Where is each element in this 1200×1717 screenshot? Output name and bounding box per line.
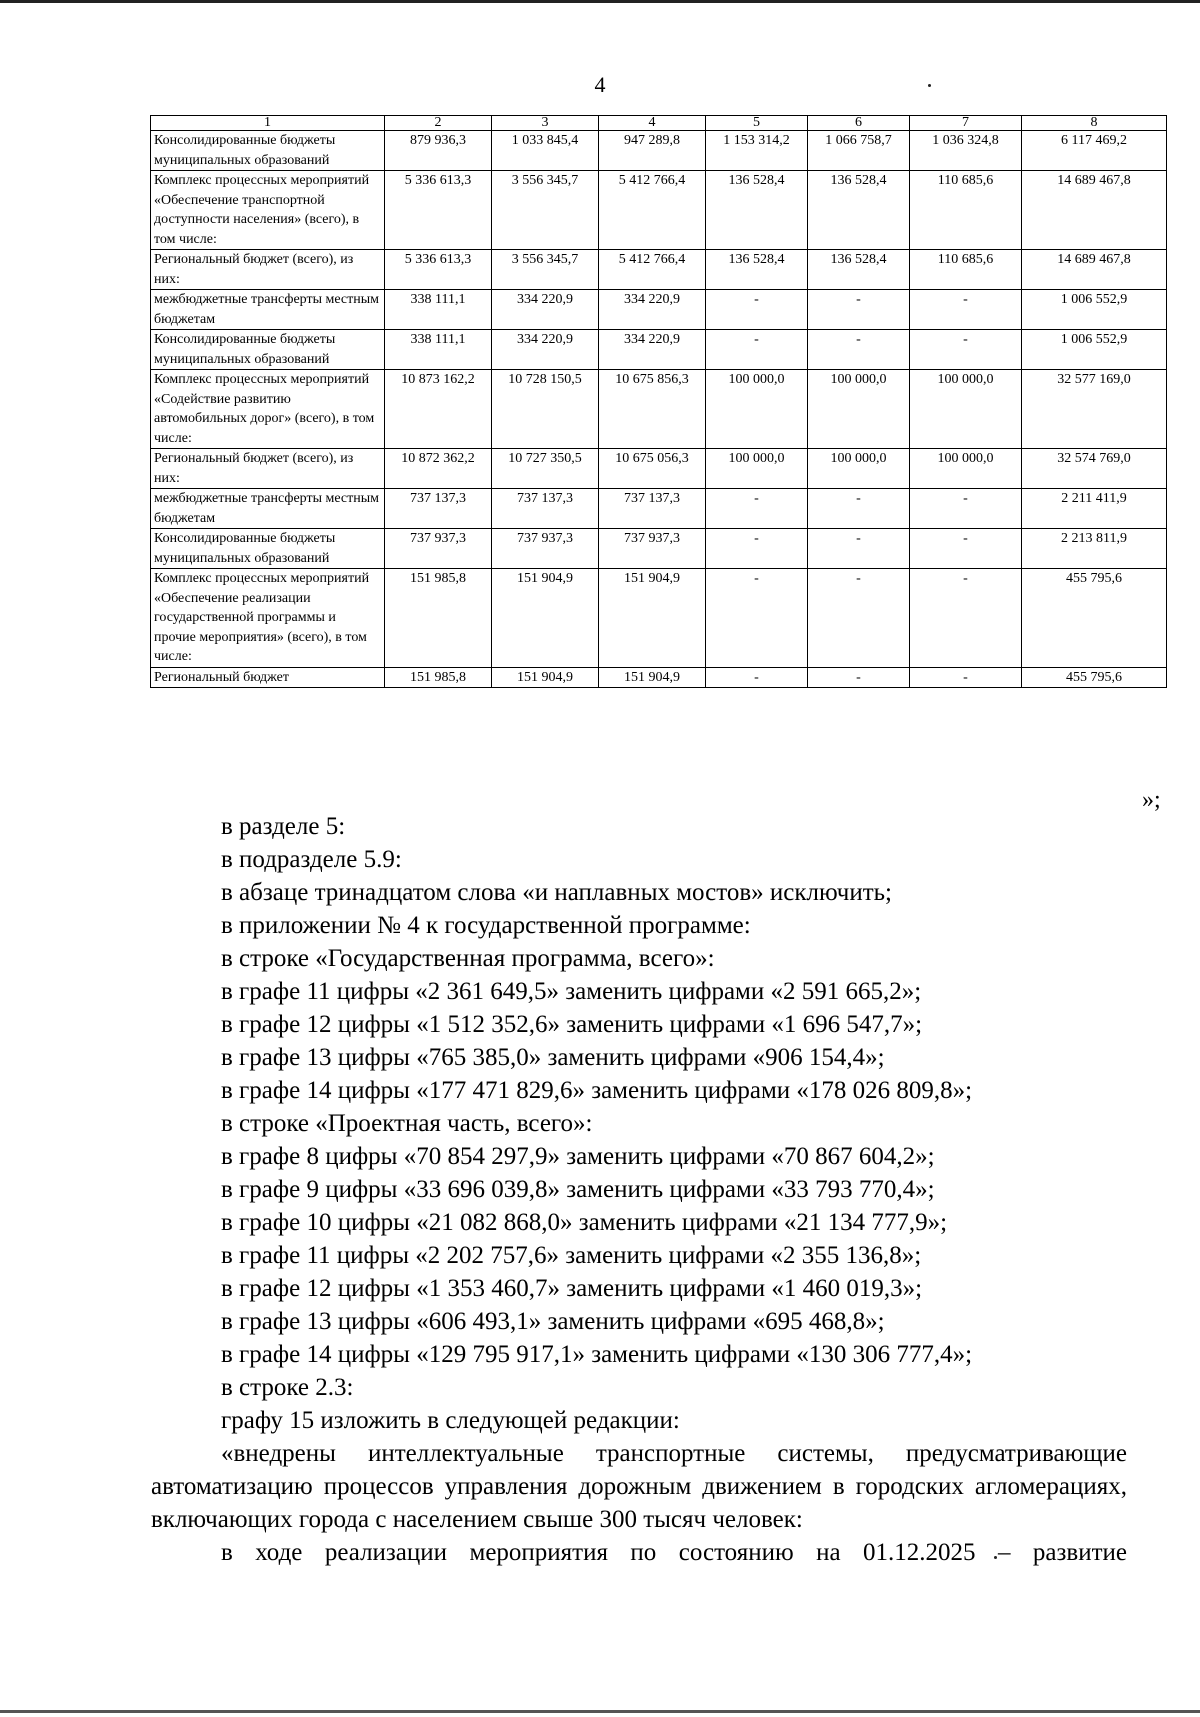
table-header-row <box>151 116 1167 131</box>
amount-cell: - <box>706 667 808 688</box>
paragraph-line: в графе 8 цифры «70 854 297,9» заменить цифрами «70 867 604,2»; <box>221 1143 935 1170</box>
amount-cell: 100 000,0 <box>808 370 910 449</box>
column-number: 2 <box>385 116 492 131</box>
amount-cell: - <box>706 290 808 330</box>
amount-cell: 334 220,9 <box>599 330 706 370</box>
amount-cell: - <box>706 529 808 569</box>
amount-cell: 737 137,3 <box>599 489 706 529</box>
scan-top-border <box>0 0 1200 3</box>
amount-cell: 2 211 411,9 <box>1022 489 1167 529</box>
paragraph-line: в приложении № 4 к государственной программе: <box>221 912 751 939</box>
amount-cell: 3 556 345,7 <box>492 171 599 250</box>
row-label: Комплекс процессных мероприятий «Обеспечение реализации государственной программы и прочие мероприятия» (всего), в том числе: <box>151 569 385 668</box>
amount-cell: 1 036 324,8 <box>910 131 1022 171</box>
table-row <box>151 131 1167 171</box>
amount-cell: 5 336 613,3 <box>385 250 492 290</box>
amount-cell: 100 000,0 <box>910 370 1022 449</box>
amount-cell: 737 937,3 <box>492 529 599 569</box>
amount-cell: 136 528,4 <box>706 250 808 290</box>
amount-cell: 136 528,4 <box>706 171 808 250</box>
amount-cell: 10 728 150,5 <box>492 370 599 449</box>
budget-table-body <box>151 116 1167 688</box>
table-row <box>151 667 1167 688</box>
paragraph-line: в графе 11 цифры «2 202 757,6» заменить цифрами «2 355 136,8»; <box>221 1242 922 1269</box>
paragraph-line: в графе 14 цифры «177 471 829,6» заменить цифрами «178 026 809,8»; <box>221 1077 973 1104</box>
row-label: межбюджетные трансферты местным бюджетам <box>151 290 385 330</box>
row-label: Региональный бюджет (всего), из них: <box>151 449 385 489</box>
table-row <box>151 370 1167 449</box>
amount-cell: 2 213 811,9 <box>1022 529 1167 569</box>
amount-cell: - <box>706 569 808 668</box>
row-label: Консолидированные бюджеты муниципальных образований <box>151 131 385 171</box>
table-row <box>151 330 1167 370</box>
amount-cell: 737 937,3 <box>599 529 706 569</box>
paragraph-line: в разделе 5: <box>221 813 346 840</box>
paragraph-line: в графе 12 цифры «1 353 460,7» заменить цифрами «1 460 019,3»; <box>221 1275 923 1302</box>
amount-cell: 10 675 056,3 <box>599 449 706 489</box>
paragraph-line: в строке 2.3: <box>221 1374 354 1401</box>
amount-cell: 737 137,3 <box>385 489 492 529</box>
paragraph-line: в подразделе 5.9: <box>221 846 402 873</box>
amount-cell: 1 153 314,2 <box>706 131 808 171</box>
amount-cell: 151 985,8 <box>385 667 492 688</box>
amount-cell: 10 872 362,2 <box>385 449 492 489</box>
amount-cell: 136 528,4 <box>808 171 910 250</box>
column-number: 3 <box>492 116 599 131</box>
paragraph-line: в графе 12 цифры «1 512 352,6» заменить цифрами «1 696 547,7»; <box>221 1011 923 1038</box>
amount-cell: - <box>808 529 910 569</box>
amount-cell: - <box>910 569 1022 668</box>
amount-cell: 5 336 613,3 <box>385 171 492 250</box>
amount-cell: 334 220,9 <box>599 290 706 330</box>
amount-cell: 947 289,8 <box>599 131 706 171</box>
row-label: Региональный бюджет <box>151 667 385 688</box>
table-row <box>151 449 1167 489</box>
closing-quote-mark: »; <box>1142 787 1161 813</box>
amount-cell: 338 111,1 <box>385 330 492 370</box>
amount-cell: 14 689 467,8 <box>1022 250 1167 290</box>
amount-cell: 1 033 845,4 <box>492 131 599 171</box>
row-label: межбюджетные трансферты местным бюджетам <box>151 489 385 529</box>
amount-cell: 100 000,0 <box>808 449 910 489</box>
amount-cell: - <box>808 667 910 688</box>
column-number: 8 <box>1022 116 1167 131</box>
paragraph-line: в графе 13 цифры «606 493,1» заменить цифрами «695 468,8»; <box>221 1308 885 1335</box>
amount-cell: 5 412 766,4 <box>599 171 706 250</box>
amount-cell: 100 000,0 <box>910 449 1022 489</box>
row-label: Комплекс процессных мероприятий «Содействие развитию автомобильных дорог» (всего), в том числе: <box>151 370 385 449</box>
amount-cell: 10 727 350,5 <box>492 449 599 489</box>
row-label: Региональный бюджет (всего), из них: <box>151 250 385 290</box>
amount-cell: - <box>910 667 1022 688</box>
paragraph-line: графу 15 изложить в следующей редакции: <box>221 1407 680 1434</box>
amount-cell: 1 006 552,9 <box>1022 330 1167 370</box>
amount-cell: 110 685,6 <box>910 171 1022 250</box>
amount-cell: - <box>808 489 910 529</box>
table-row <box>151 529 1167 569</box>
table-row <box>151 171 1167 250</box>
amount-cell: 6 117 469,2 <box>1022 131 1167 171</box>
column-number: 7 <box>910 116 1022 131</box>
column-number: 6 <box>808 116 910 131</box>
paragraph-line: в графе 11 цифры «2 361 649,5» заменить цифрами «2 591 665,2»; <box>221 978 922 1005</box>
amount-cell: 110 685,6 <box>910 250 1022 290</box>
amount-cell: 1 066 758,7 <box>808 131 910 171</box>
quoted-paragraph: «внедрены интеллектуальные транспортные системы, предусматривающие автоматизацию процессов управления дорожным движением в городских агломерациях, включающих города с населением свыше 300 тысяч человек: <box>151 1440 1127 1533</box>
paragraph-line: в графе 9 цифры «33 696 039,8» заменить цифрами «33 793 770,4»; <box>221 1176 935 1203</box>
amount-cell: 14 689 467,8 <box>1022 171 1167 250</box>
paragraph-line: в строке «Государственная программа, всего»: <box>221 945 715 972</box>
paragraph-line: в строке «Проектная часть, всего»: <box>221 1110 593 1137</box>
row-label: Консолидированные бюджеты муниципальных образований <box>151 330 385 370</box>
paragraph-line: в абзаце тринадцатом слова «и наплавных мостов» исключить; <box>221 879 892 906</box>
amount-cell: - <box>910 529 1022 569</box>
amount-cell: 737 137,3 <box>492 489 599 529</box>
paragraph-line: в графе 10 цифры «21 082 868,0» заменить цифрами «21 134 777,9»; <box>221 1209 948 1236</box>
amount-cell: - <box>808 569 910 668</box>
amount-cell: 10 873 162,2 <box>385 370 492 449</box>
amount-cell: - <box>910 330 1022 370</box>
paragraph-list <box>151 810 1127 1437</box>
table-row <box>151 489 1167 529</box>
scan-bottom-border <box>0 1710 1200 1713</box>
amount-cell: - <box>706 330 808 370</box>
budget-table <box>150 115 1167 688</box>
column-number: 5 <box>706 116 808 131</box>
amount-cell: 32 577 169,0 <box>1022 370 1167 449</box>
row-label: Консолидированные бюджеты муниципальных образований <box>151 529 385 569</box>
amount-cell: 136 528,4 <box>808 250 910 290</box>
amount-cell: 151 904,9 <box>492 667 599 688</box>
amount-cell: 455 795,6 <box>1022 569 1167 668</box>
amount-cell: 151 985,8 <box>385 569 492 668</box>
amount-cell: 100 000,0 <box>706 370 808 449</box>
amount-cell: - <box>808 330 910 370</box>
amount-cell: - <box>808 290 910 330</box>
column-number: 1 <box>151 116 385 131</box>
amount-cell: 3 556 345,7 <box>492 250 599 290</box>
amount-cell: - <box>910 489 1022 529</box>
amount-cell: 151 904,9 <box>599 667 706 688</box>
amount-cell: 338 111,1 <box>385 290 492 330</box>
paragraph-line: в графе 14 цифры «129 795 917,1» заменить цифрами «130 306 777,4»; <box>221 1341 973 1368</box>
amount-cell: - <box>910 290 1022 330</box>
amount-cell: 32 574 769,0 <box>1022 449 1167 489</box>
amendment-text <box>151 810 1127 1569</box>
amount-cell: 5 412 766,4 <box>599 250 706 290</box>
amount-cell: 455 795,6 <box>1022 667 1167 688</box>
amount-cell: 151 904,9 <box>599 569 706 668</box>
last-line: в ходе реализации мероприятия по состоянию на 01.12.2025 – развитие <box>221 1539 1127 1566</box>
amount-cell: 334 220,9 <box>492 330 599 370</box>
amount-cell: - <box>706 489 808 529</box>
column-number: 4 <box>599 116 706 131</box>
page-number: 4 <box>594 72 606 97</box>
table-row <box>151 569 1167 668</box>
amount-cell: 151 904,9 <box>492 569 599 668</box>
amount-cell: 737 937,3 <box>385 529 492 569</box>
paragraph-line: в графе 13 цифры «765 385,0» заменить цифрами «906 154,4»; <box>221 1044 885 1071</box>
amount-cell: 879 936,3 <box>385 131 492 171</box>
table-row <box>151 290 1167 330</box>
amount-cell: 1 006 552,9 <box>1022 290 1167 330</box>
amount-cell: 100 000,0 <box>706 449 808 489</box>
table-row <box>151 250 1167 290</box>
amount-cell: 334 220,9 <box>492 290 599 330</box>
row-label: Комплекс процессных мероприятий «Обеспечение транспортной доступности населения» (всего), в том числе: <box>151 171 385 250</box>
amount-cell: 10 675 856,3 <box>599 370 706 449</box>
